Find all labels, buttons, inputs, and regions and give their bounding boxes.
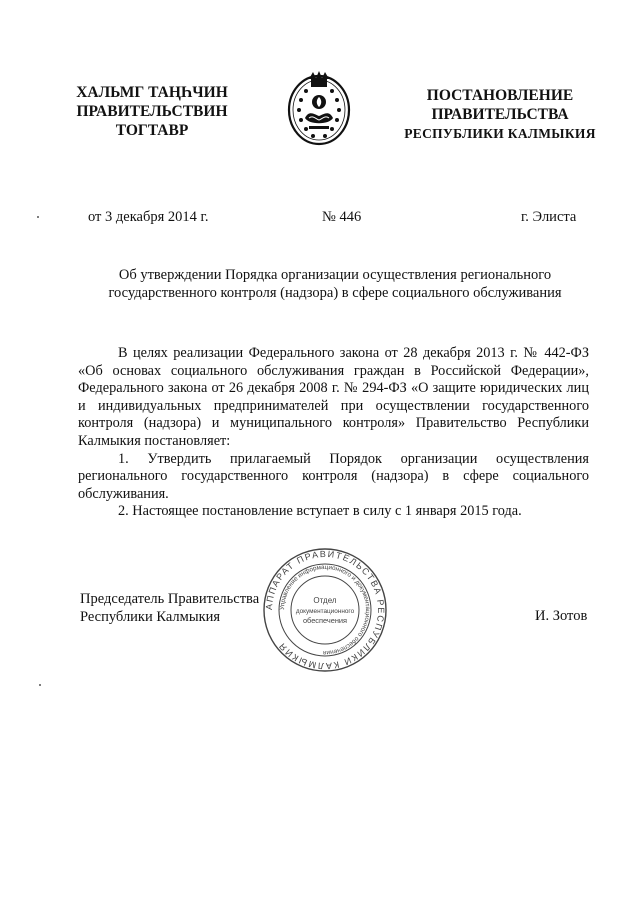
stamp-center-line-3: обеспечения bbox=[302, 616, 348, 625]
document-date: от 3 декабря 2014 г. bbox=[88, 209, 209, 225]
scan-speck bbox=[37, 216, 39, 218]
stamp-center-line-2: документационного bbox=[295, 608, 355, 615]
title-line-2: государственного контроля (надзора) в сфере социального обслуживания bbox=[108, 285, 562, 301]
scan-speck bbox=[39, 684, 41, 686]
signatory-position bbox=[80, 590, 259, 626]
signatory-position-line-2: Республики Калмыкия bbox=[80, 609, 221, 625]
preamble-paragraph: В целях реализации Федерального закона от 28 декабря 2013 г. № 442-ФЗ «Об основах социального обслуживания граждан в Российской Федерации», Федерального закона от 26 декабря 2008 г. № 294-ФЗ «О защите юридических лиц и индивидуальных предпринимателей при осуществлении государственного контроля (надзора) и муниципального контроля» Правительство Республики Калмыкия постановляет: bbox=[78, 345, 589, 449]
signatory-name: И. Зотов bbox=[535, 608, 588, 624]
header-left-line-2: ПРАВИТЕЛЬСТВИН bbox=[76, 103, 228, 120]
header-right bbox=[395, 86, 605, 143]
stamp-center-line-1: Отдел bbox=[313, 596, 337, 605]
header-right-line-2: ПРАВИТЕЛЬСТВА bbox=[431, 106, 569, 123]
item-1-paragraph: 1. Утвердить прилагаемый Порядок организации осуществления регионального государственного контроля (надзора) в сфере социального обслуживания. bbox=[78, 450, 589, 502]
stamp-outer-text: АППАРАТ ПРАВИТЕЛЬСТВА РЕСПУБЛИКИ КАЛМЫКИЯ bbox=[263, 548, 387, 672]
document-title bbox=[70, 266, 600, 302]
document-city: г. Элиста bbox=[521, 209, 577, 225]
item-2-paragraph: 2. Настоящее постановление вступает в силу с 1 января 2015 года. bbox=[118, 503, 522, 520]
signatory-position-line-1: Председатель Правительства bbox=[80, 591, 260, 607]
kalmykia-emblem-icon bbox=[287, 70, 351, 146]
official-stamp bbox=[262, 547, 388, 673]
document-number: № 446 bbox=[322, 209, 362, 225]
header-left bbox=[52, 83, 252, 140]
header-left-line-3: ТОГТАВР bbox=[115, 122, 189, 139]
document-body bbox=[78, 345, 589, 521]
title-line-1: Об утверждении Порядка организации осуществления регионального bbox=[118, 267, 552, 283]
header-right-line-3: РЕСПУБЛИКИ КАЛМЫКИЯ bbox=[404, 126, 596, 141]
header-left-line-1: ХАЛЬМГ ТАҢҺЧИН bbox=[76, 84, 228, 101]
stamp-inner-text: Управление информационного и документационного обеспечения bbox=[278, 563, 372, 657]
header-right-line-1: ПОСТАНОВЛЕНИЕ bbox=[426, 87, 574, 104]
